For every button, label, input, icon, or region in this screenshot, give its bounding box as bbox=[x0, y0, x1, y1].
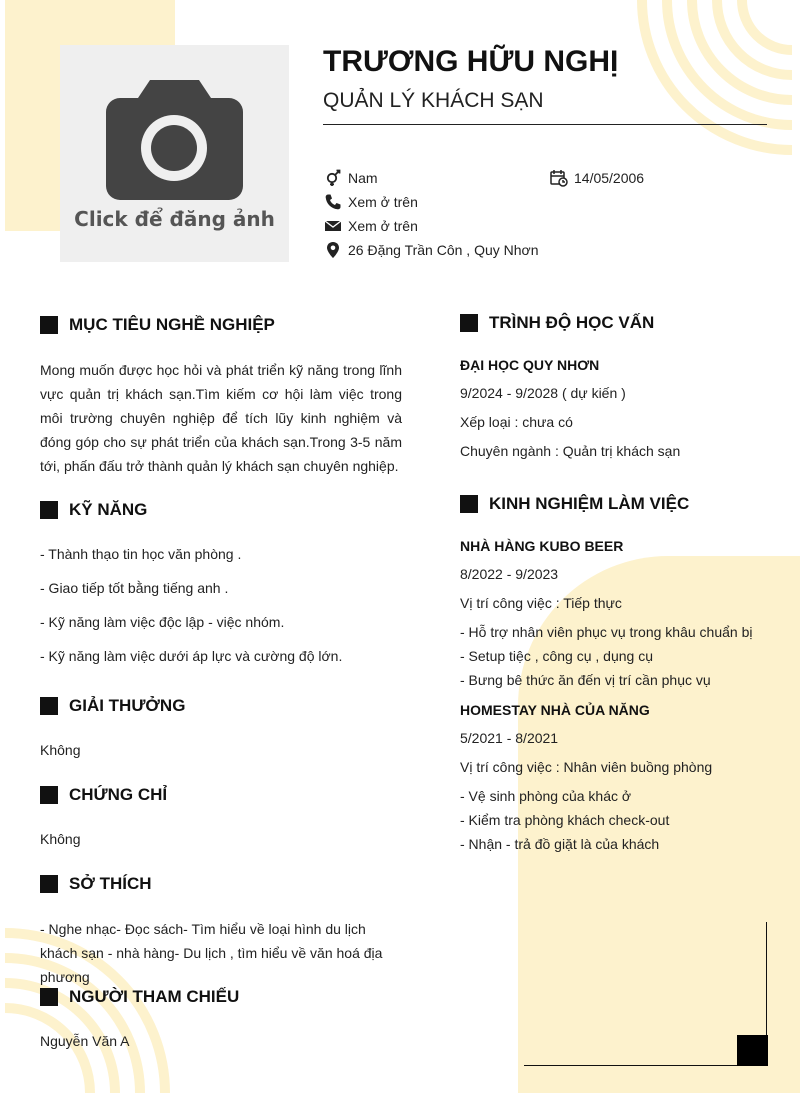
email-value: Xem ở trên bbox=[348, 218, 418, 234]
job-title: QUẢN LÝ KHÁCH SẠN bbox=[323, 89, 544, 112]
info-email bbox=[324, 217, 418, 235]
skill-item: - Kỹ năng làm việc dưới áp lực và cường độ lớn. bbox=[40, 648, 343, 664]
section-heading: KINH NGHIỆM LÀM VIỆC bbox=[489, 494, 690, 513]
section-marker bbox=[40, 875, 58, 893]
photo-upload[interactable] bbox=[60, 45, 289, 262]
skill-item: - Thành thạo tin học văn phòng . bbox=[40, 546, 242, 562]
section-references bbox=[40, 987, 239, 1007]
certificates-text: Không bbox=[40, 831, 81, 847]
candidate-name: TRƯƠNG HỮU NGHỊ bbox=[323, 45, 619, 78]
awards-text: Không bbox=[40, 742, 81, 758]
section-hobbies bbox=[40, 874, 152, 894]
section-heading: GIẢI THƯỞNG bbox=[69, 696, 186, 715]
references-text: Nguyễn Văn A bbox=[40, 1033, 130, 1049]
gender-value: Nam bbox=[348, 170, 378, 186]
section-heading: CHỨNG CHỈ bbox=[69, 785, 168, 804]
job-task: - Vệ sinh phòng của khác ở bbox=[460, 788, 632, 804]
decor-corner-square bbox=[737, 1035, 768, 1066]
job-task: - Kiểm tra phòng khách check-out bbox=[460, 812, 670, 828]
job-task: - Nhận - trả đồ giặt là của khách bbox=[460, 836, 660, 852]
location-pin-icon bbox=[324, 241, 342, 259]
skill-item: - Kỹ năng làm việc độc lập - việc nhóm. bbox=[40, 614, 285, 630]
section-marker bbox=[40, 316, 58, 334]
job-period: 8/2022 - 9/2023 bbox=[460, 566, 559, 582]
info-birthday bbox=[550, 169, 644, 187]
job-position: Vị trí công việc : Nhân viên buồng phòng bbox=[460, 759, 713, 775]
decor-arcs-top-right bbox=[632, 0, 800, 160]
job-company: HOMESTAY NHÀ CỦA NĂNG bbox=[460, 702, 650, 718]
job-task: - Setup tiệc , công cụ , dụng cụ bbox=[460, 648, 654, 664]
address-value: 26 Đặng Trần Côn , Quy Nhơn bbox=[348, 242, 539, 258]
section-marker bbox=[40, 501, 58, 519]
section-heading: TRÌNH ĐỘ HỌC VẤN bbox=[489, 313, 655, 332]
birthday-value: 14/05/2006 bbox=[574, 170, 645, 186]
section-heading: NGƯỜI THAM CHIẾU bbox=[69, 987, 240, 1006]
email-icon bbox=[324, 217, 342, 235]
gender-icon bbox=[324, 169, 342, 187]
skill-item: - Giao tiếp tốt bằng tiếng anh . bbox=[40, 580, 229, 596]
info-phone bbox=[324, 193, 418, 211]
hobbies-text: - Nghe nhạc- Đọc sách- Tìm hiểu về loại hình du lịch khách sạn - nhà hàng- Du lịch , tìm hiểu về văn hoá địa phương bbox=[40, 921, 383, 985]
header-divider bbox=[323, 124, 767, 125]
section-skills bbox=[40, 500, 147, 520]
section-heading: SỞ THÍCH bbox=[69, 874, 152, 893]
section-marker bbox=[40, 988, 58, 1006]
phone-value: Xem ở trên bbox=[348, 194, 418, 210]
calendar-icon bbox=[550, 169, 568, 187]
job-position: Vị trí công việc : Tiếp thực bbox=[460, 595, 622, 611]
job-period: 5/2021 - 8/2021 bbox=[460, 730, 559, 746]
section-marker bbox=[40, 697, 58, 715]
photo-upload-label: Click để đăng ảnh bbox=[74, 207, 275, 231]
section-marker bbox=[460, 314, 478, 332]
section-marker bbox=[460, 495, 478, 513]
section-experience bbox=[460, 494, 689, 514]
decor-frame-horizontal bbox=[524, 1065, 767, 1066]
job-task: - Hỗ trợ nhân viên phục vụ trong khâu chuẩn bị bbox=[460, 624, 753, 640]
camera-icon bbox=[106, 80, 243, 200]
education-period: 9/2024 - 9/2028 ( dự kiến ) bbox=[460, 385, 626, 401]
education-school: ĐẠI HỌC QUY NHƠN bbox=[460, 357, 600, 373]
section-certificates bbox=[40, 785, 167, 805]
section-career-objective bbox=[40, 315, 275, 335]
section-education bbox=[460, 313, 654, 333]
education-rank: Xếp loại : chưa có bbox=[460, 414, 573, 430]
career-objective-text: Mong muốn được học hỏi và phát triển kỹ năng trong lĩnh vực quản trị khách sạn.Tìm kiếm cơ hội làm việc trong môi trường chuyên nghiệp để tích lũy kinh nghiệm và đóng góp cho sự phát triển của khách sạn.Trong 3-5 năm tới, phấn đấu trở thành quản lý khách sạn chuyên nghiệp. bbox=[40, 362, 402, 474]
info-gender bbox=[324, 169, 378, 187]
education-major: Chuyên ngành : Quản trị khách sạn bbox=[460, 443, 681, 459]
job-task: - Bưng bê thức ăn đến vị trí cần phục vụ bbox=[460, 672, 711, 688]
info-address bbox=[324, 241, 539, 259]
section-marker bbox=[40, 786, 58, 804]
section-heading: MỤC TIÊU NGHỀ NGHIỆP bbox=[69, 315, 275, 334]
section-awards bbox=[40, 696, 185, 716]
section-heading: KỸ NĂNG bbox=[69, 500, 148, 519]
phone-icon bbox=[324, 193, 342, 211]
job-company: NHÀ HÀNG KUBO BEER bbox=[460, 538, 624, 554]
